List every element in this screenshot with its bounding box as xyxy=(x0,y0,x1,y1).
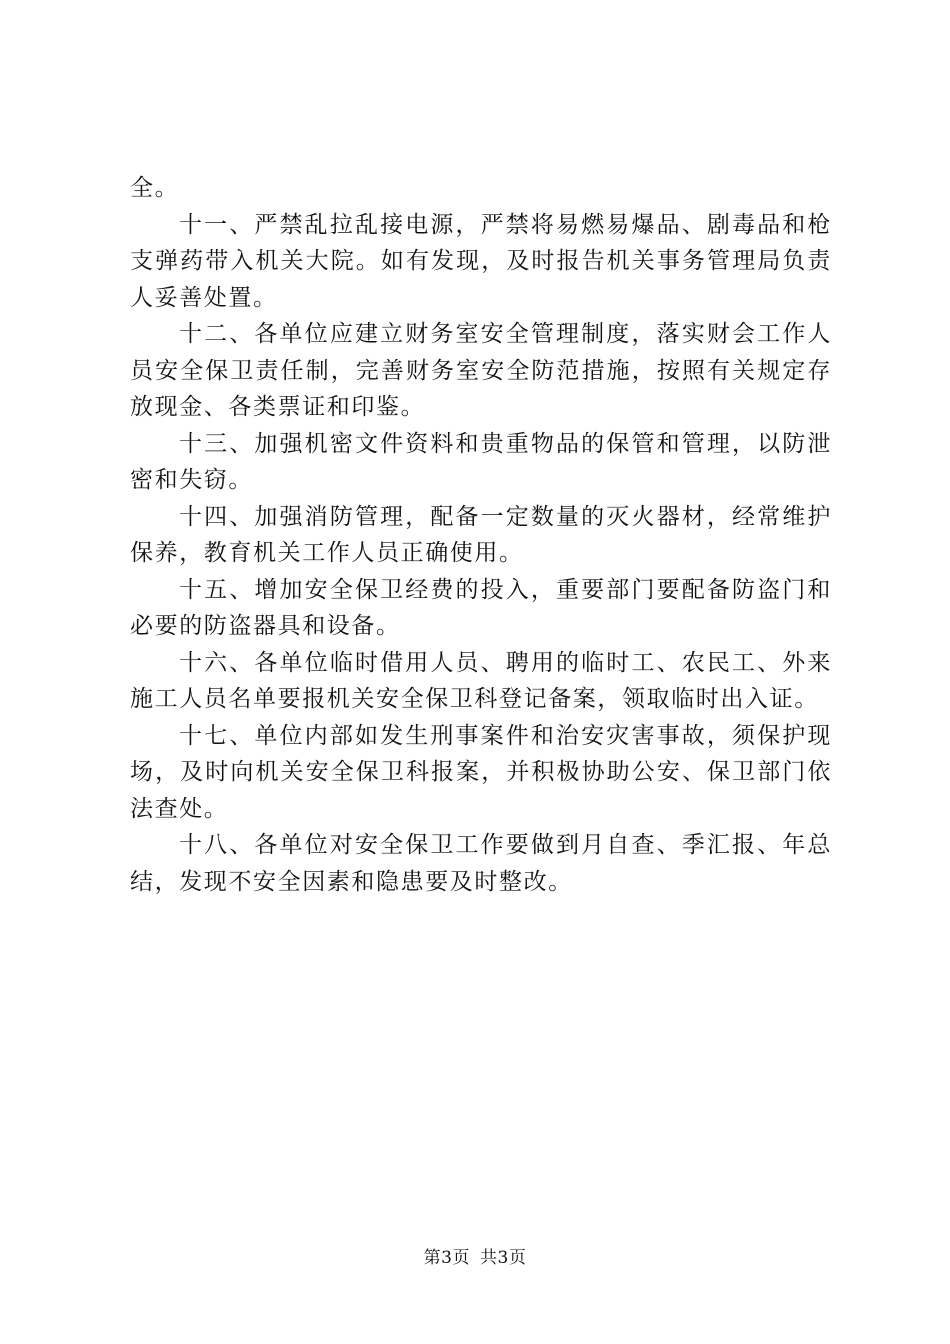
paragraph-item-12: 十二、各单位应建立财务室安全管理制度，落实财会工作人员安全保卫责任制，完善财务室安全防范措施，按照有关规定存放现金、各类票证和印鉴。 xyxy=(130,321,832,420)
page-number-total: 共3页 xyxy=(480,1248,527,1268)
paragraph-item-11: 十一、严禁乱拉乱接电源，严禁将易燃易爆品、剧毒品和枪支弹药带入机关大院。如有发现，及时报告机关事务管理局负责人妥善处置。 xyxy=(130,211,832,311)
paragraph-item-18: 十八、各单位对安全保卫工作要做到月自查、季汇报、年总结，发现不安全因素和隐患要及时整改。 xyxy=(130,832,832,895)
paragraph-item-14: 十四、加强消防管理，配备一定数量的灭火器材，经常维护保养，教育机关工作人员正确使用。 xyxy=(130,503,832,566)
paragraph-item-17: 十七、单位内部如发生刑事案件和治安灾害事故，须保护现场，及时向机关安全保卫科报案，并积极协助公安、保卫部门依法查处。 xyxy=(130,722,832,822)
paragraph-item-16: 十六、各单位临时借用人员、聘用的临时工、农民工、外来施工人员名单要报机关安全保卫科登记备案，领取临时出入证。 xyxy=(130,649,832,712)
document-body xyxy=(130,170,832,900)
paragraph-item-13: 十三、加强机密文件资料和贵重物品的保管和管理，以防泄密和失窃。 xyxy=(130,430,832,493)
page-number-current: 第3页 xyxy=(423,1248,470,1268)
paragraph-item-15: 十五、增加安全保卫经费的投入，重要部门要配备防盗门和必要的防盗器具和设备。 xyxy=(130,576,832,639)
page-footer xyxy=(0,1243,950,1268)
paragraph-continuation: 全。 xyxy=(130,175,180,201)
